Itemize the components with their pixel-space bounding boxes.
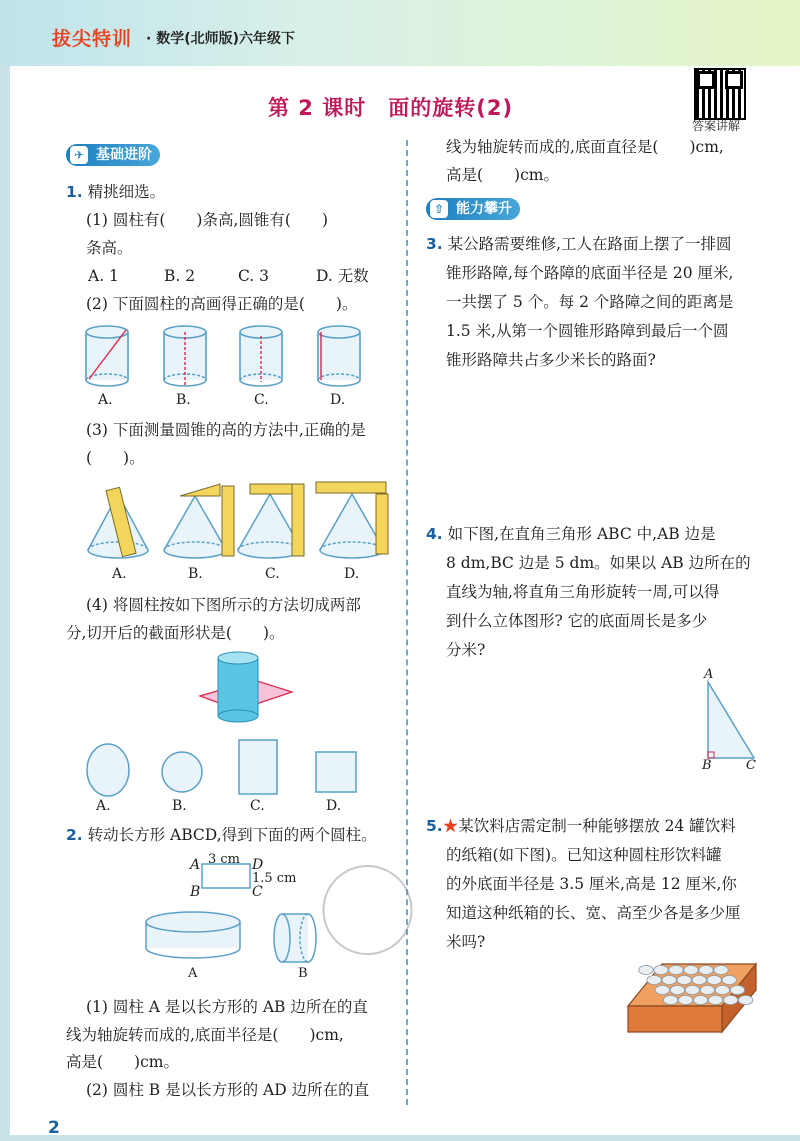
qr-code[interactable] (694, 68, 746, 120)
page-edge (0, 66, 10, 1141)
cones-ruler-figure (80, 480, 400, 570)
q2-part2-line2: 线为轴旋转而成的,底面直径是( )cm, (446, 138, 724, 156)
q3-line4: 1.5 米,从第一个圆锥形路障到最后一个圆 (446, 322, 729, 340)
cylinder-label-b: B (298, 966, 308, 981)
question-text: 如下图,在直角三角形 ABC 中,AB 边是 (447, 525, 716, 543)
section-shapes-figure (84, 740, 384, 798)
set-square-icon (180, 484, 220, 496)
fig-label: A. (112, 566, 127, 582)
can-top (693, 995, 707, 1004)
difficulty-star-icon: ★ (442, 817, 459, 835)
cylinder-a-figure (146, 912, 240, 958)
q1-option-a: A. 1 (88, 267, 119, 285)
can-top (677, 975, 691, 984)
cylinder-label-a: A (188, 966, 198, 981)
qr-caption: 答案讲解 (692, 119, 741, 133)
can-top (692, 975, 706, 984)
page-bottom-edge (0, 1135, 800, 1141)
can-top (678, 995, 692, 1004)
question-text: 精挑细选。 (87, 183, 166, 201)
q1-stem (66, 182, 165, 202)
q1-part3-line2: ( )。 (86, 449, 145, 467)
fig-label: C. (254, 392, 269, 408)
vertex-label-b: B (190, 884, 201, 900)
running-icon: ✈ (70, 146, 88, 164)
q1-part1-line2: 条高。 (86, 239, 133, 257)
q2-part2-line3: 高是( )cm。 (446, 166, 559, 184)
q3-line5: 锥形路障共占多少米长的路面? (446, 351, 656, 369)
question-text: 某公路需要维修,工人在路面上摆了一排圆 (447, 235, 732, 253)
q2-part1-line1: (1) 圆柱 A 是以长方形的 AB 边所在的直 (86, 998, 368, 1016)
q1-part4-line1: (4) 将圆柱按如下图所示的方法切成两部 (86, 596, 361, 614)
page-number: 2 (48, 1118, 60, 1138)
question-text: 转动长方形 ABCD,得到下面的两个圆柱。 (87, 826, 377, 844)
question-number: 4. (426, 525, 443, 543)
rect-side-length: 1.5 cm (252, 871, 297, 886)
ruler-icon (222, 486, 234, 556)
watermark-stamp (308, 851, 428, 974)
fig-label: C. (250, 798, 265, 814)
section-badge-basic (66, 144, 160, 166)
q5-line5: 米吗? (446, 933, 486, 951)
q1-part4-line2: 分,切开后的截面形状是( )。 (66, 624, 285, 642)
fig-label: D. (344, 566, 360, 582)
question-number: 3. (426, 235, 443, 253)
shape-square (316, 752, 356, 792)
section-badge-ability (426, 198, 520, 220)
q4-line3: 直线为轴,将直角三角形旋转一周,可以得 (446, 583, 720, 601)
book-logo: 拔尖特训 (52, 28, 133, 50)
fig-label: B. (176, 392, 191, 408)
right-triangle-figure (700, 672, 770, 772)
can-top (663, 995, 677, 1004)
q4-line5: 分米? (446, 641, 486, 659)
question-text: 某饮料店需定制一种能够摆放 24 罐饮料 (458, 817, 736, 835)
q1-part1-line1: (1) 圆柱有( )条高,圆锥有( ) (86, 211, 328, 229)
q4-line4: 到什么立体图形? 它的底面周长是多少 (446, 612, 708, 630)
watermark-circle-icon (308, 851, 427, 970)
q5-line1 (426, 816, 736, 836)
q4-line2: 8 dm,BC 边是 5 dm。如果以 AB 边所在的 (446, 554, 751, 572)
q5-line2: 的纸箱(如下图)。已知这种圆柱形饮料罐 (446, 846, 722, 864)
section-label: 能力攀升 (456, 201, 512, 217)
q3-line3: 一共摆了 5 个。每 2 个路障之间的距离是 (446, 293, 734, 311)
q1-option-d: D. 无数 (316, 267, 369, 285)
ruler-icon (292, 484, 304, 556)
climbing-icon: ⇧ (430, 200, 448, 218)
can-top (647, 975, 661, 984)
can-top (669, 965, 683, 974)
vertex-label-a: A (190, 857, 201, 873)
can-top (700, 985, 714, 994)
fig-label: D. (326, 798, 342, 814)
can-box-figure (624, 960, 764, 1040)
vertex-label-b: B (702, 758, 712, 773)
fig-label: C. (265, 566, 280, 582)
can-top (707, 975, 721, 984)
lesson-title: 第 2 课时 面的旋转(2) (268, 96, 514, 120)
rect-top-length: 3 cm (208, 852, 241, 867)
q3-line2: 锥形路障,每个路障的底面半径是 20 厘米, (446, 264, 734, 282)
two-cylinders-figure (140, 906, 330, 966)
fig-label: D. (330, 392, 346, 408)
can-top (662, 975, 676, 984)
fig-label: A. (96, 798, 111, 814)
cone-b (164, 496, 226, 558)
cylinder-c (240, 326, 282, 386)
cut-cylinder-figure (196, 650, 296, 730)
q2-stem (66, 825, 377, 845)
question-number: 2. (66, 826, 83, 844)
can-top (708, 995, 722, 1004)
fig-label: A. (98, 392, 113, 408)
cylinder-a (86, 326, 128, 386)
can-top (714, 965, 728, 974)
vertex-label-d: D (252, 857, 264, 873)
can-top (655, 985, 669, 994)
header-subtitle: · 数学(北师版)六年级下 (146, 31, 295, 47)
can-top (723, 995, 737, 1004)
can-top (738, 995, 752, 1004)
cylinder-d (318, 326, 360, 386)
q2-part1-line2: 线为轴旋转而成的,底面半径是( )cm, (66, 1026, 344, 1044)
cone-d (320, 494, 384, 558)
ruler-icon (316, 482, 386, 493)
fig-label: B. (172, 798, 187, 814)
q1-part2-text: (2) 下面圆柱的高画得正确的是( )。 (86, 295, 358, 313)
can-top (685, 985, 699, 994)
can-top (639, 965, 653, 974)
shape-oval (87, 744, 129, 796)
q5-line3: 的外底面半径是 3.5 厘米,高是 12 厘米,你 (446, 875, 737, 893)
q1-part3-line1: (3) 下面测量圆锥的高的方法中,正确的是 (86, 421, 366, 439)
can-top (722, 975, 736, 984)
can-top (730, 985, 744, 994)
vertex-label-c: C (746, 758, 756, 773)
column-divider (406, 140, 408, 1105)
cylinder-b (164, 326, 206, 386)
cylinders-height-figure (80, 322, 380, 392)
q4-line1 (426, 524, 716, 544)
can-top (670, 985, 684, 994)
ruler-icon (376, 494, 388, 554)
q5-line4: 知道这种纸箱的长、宽、高至少各是多少厘 (446, 904, 741, 922)
q1-option-b: B. 2 (164, 267, 196, 285)
can-top (684, 965, 698, 974)
question-number: 1. (66, 183, 83, 201)
can-top (699, 965, 713, 974)
question-number: 5. (426, 817, 443, 835)
can-top (715, 985, 729, 994)
shape-circle (162, 752, 202, 792)
q1-option-c: C. 3 (238, 267, 270, 285)
q3-line1 (426, 234, 732, 254)
vertex-label-a: A (704, 667, 714, 682)
q2-part1-line3: 高是( )cm。 (66, 1053, 179, 1071)
vertex-label-c: C (252, 884, 263, 900)
q2-part2-line1: (2) 圆柱 B 是以长方形的 AD 边所在的直 (86, 1081, 370, 1099)
section-label: 基础进阶 (96, 147, 152, 163)
can-top (654, 965, 668, 974)
fig-label: B. (188, 566, 203, 582)
cylinder-b-figure (274, 914, 316, 962)
shape-rectangle (239, 740, 277, 794)
